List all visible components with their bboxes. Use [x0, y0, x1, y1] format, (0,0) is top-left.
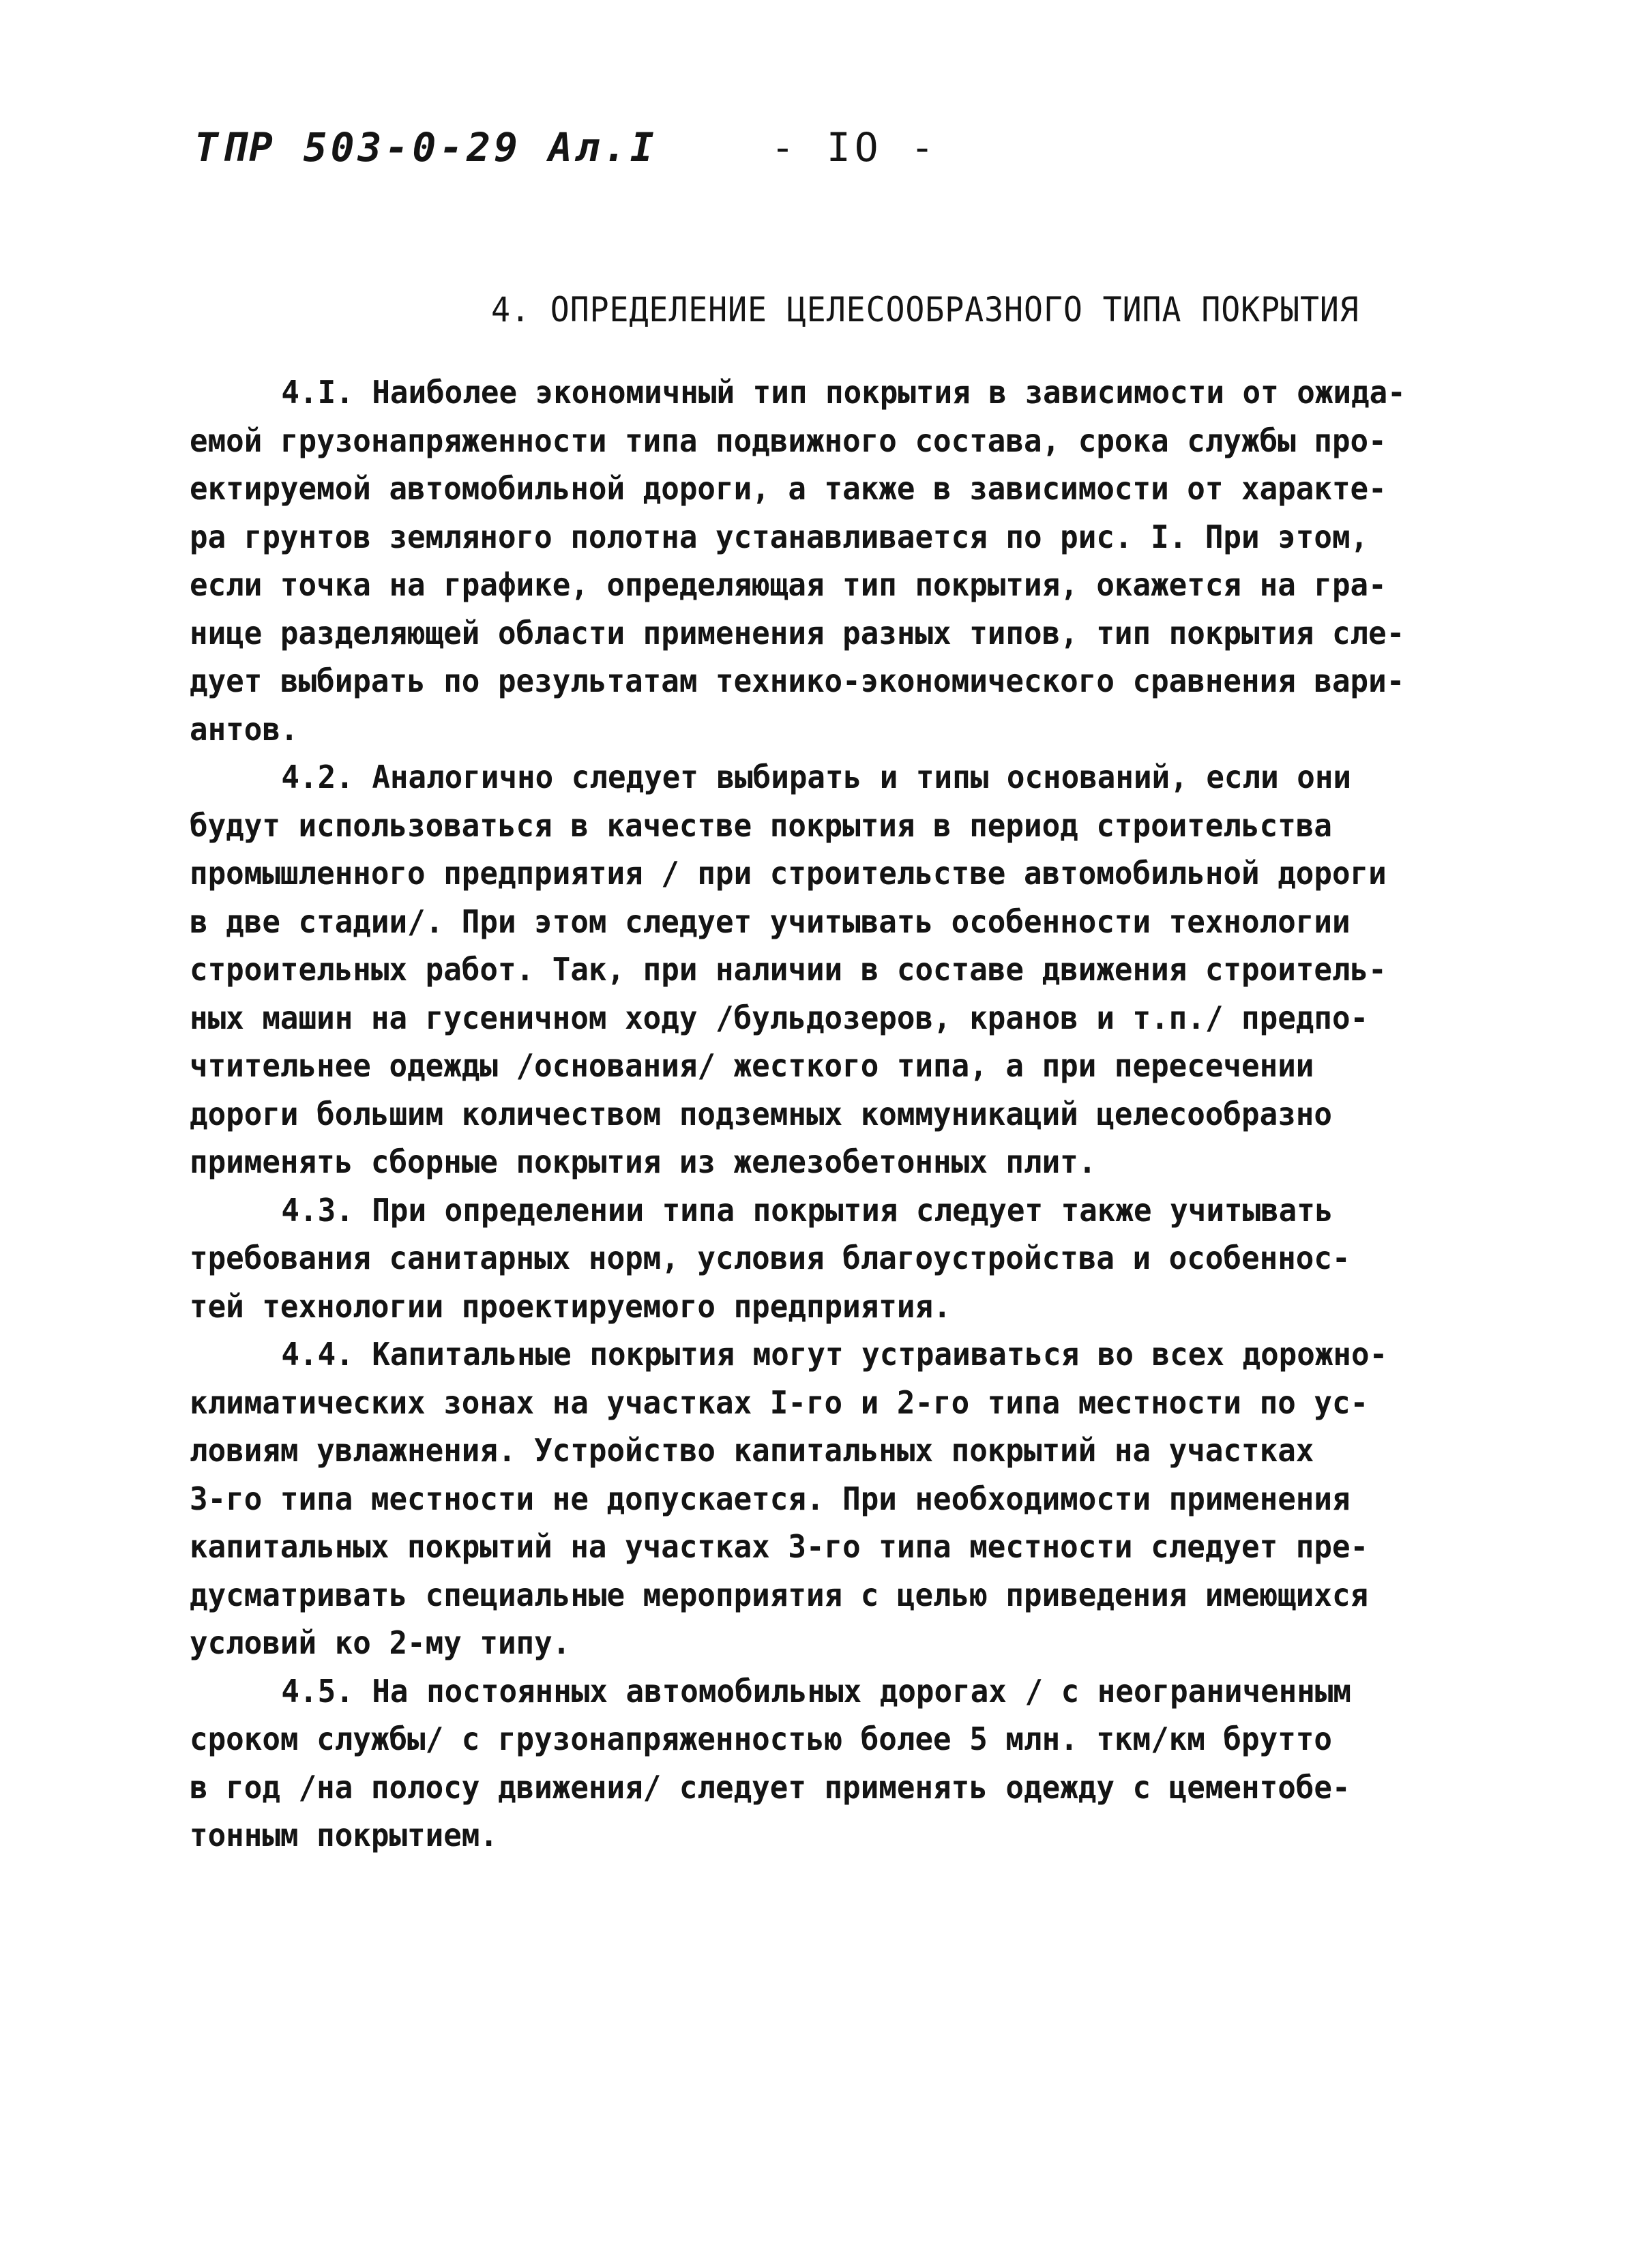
body-text: [190, 368, 1486, 1860]
text-line: антов.: [190, 710, 299, 748]
text-line: 4.3. При определении типа покрытия следует также учитывать: [281, 1191, 1333, 1229]
text-line: в две стадии/. При этом следует учитывать особенности технологии: [190, 903, 1351, 940]
text-line: тонным покрытием.: [190, 1817, 498, 1854]
text-line: капитальных покрытий на участках 3-го типа местности следует пре-: [190, 1528, 1369, 1565]
text-line: ра грунтов земляного полотна устанавливается по рис. I. При этом,: [190, 518, 1369, 555]
text-line: 4.4. Капитальные покрытия могут устраиваться во всех дорожно-: [281, 1336, 1388, 1373]
text-line: дусматривать специальные мероприятия с целью приведения имеющихся: [190, 1576, 1369, 1613]
text-line: 4.5. На постоянных автомобильных дорогах / с неограниченным: [281, 1672, 1352, 1710]
text-line: ных машин на гусеничном ходу /бульдозеров, кранов и т.п./ предпо-: [190, 999, 1369, 1036]
text-line: климатических зонах на участках I-го и 2-го типа местности по ус-: [190, 1383, 1369, 1421]
text-line: будут использоваться в качестве покрытия в период строительства: [190, 806, 1332, 844]
text-line: 3-го типа местности не допускается. При необходимости применения: [190, 1480, 1351, 1517]
text-line: тей технологии проектируемого предприятия.: [190, 1287, 952, 1325]
text-line: чтительнее одежды /основания/ жесткого типа, а при пересечении: [190, 1047, 1314, 1084]
text-line: условий ко 2-му типу.: [190, 1624, 571, 1661]
text-line: сроком службы/ с грузонапряженностью более 5 млн. ткм/км брутто: [190, 1720, 1332, 1757]
text-line: промышленного предприятия / при строительстве автомобильной дороги: [190, 855, 1387, 892]
text-line: ловиям увлажнения. Устройство капитальных покрытий на участках: [190, 1432, 1314, 1469]
text-line: в год /на полосу движения/ следует применять одежду с цементобе-: [190, 1768, 1351, 1806]
text-line: нице разделяющей области применения разных типов, тип покрытия сле-: [190, 614, 1405, 651]
page-number: - IO -: [771, 124, 939, 171]
text-line: ектируемой автомобильной дороги, а также в зависимости от характе-: [190, 470, 1387, 507]
text-line: 4.I. Наиболее экономичный тип покрытия в зависимости от ожида-: [281, 374, 1406, 411]
document-code: ТПР 503-0-29 Ал.I: [194, 124, 658, 171]
text-line: строительных работ. Так, при наличии в составе движения строитель-: [190, 951, 1387, 988]
section-title: 4. ОПРЕДЕЛЕНИЕ ЦЕЛЕСООБРАЗНОГО ТИПА ПОКРЫТИЯ: [491, 290, 1359, 329]
text-line: применять сборные покрытия из железобетонных плит.: [190, 1143, 1097, 1180]
text-line: дороги большим количеством подземных коммуникаций целесообразно: [190, 1095, 1332, 1132]
text-line: емой грузонапряженности типа подвижного состава, срока службы про-: [190, 422, 1387, 459]
text-line: 4.2. Аналогично следует выбирать и типы оснований, если они: [281, 759, 1352, 795]
text-line: требования санитарных норм, условия благоустройства и особеннос-: [190, 1240, 1351, 1276]
text-line: дует выбирать по результатам технико-экономического сравнения вари-: [190, 662, 1405, 699]
text-line: если точка на графике, определяющая тип покрытия, окажется на гра-: [190, 566, 1387, 603]
